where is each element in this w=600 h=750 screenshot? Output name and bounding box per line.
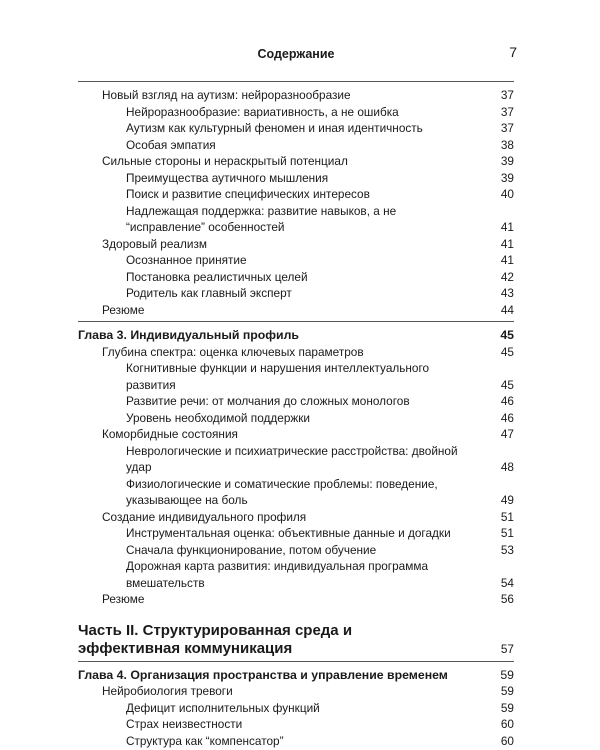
toc-entry-title: Дефицит исполнительных функций: [126, 700, 320, 715]
toc-entry-title: Аутизм как культурный феномен и иная идентичность: [126, 121, 423, 135]
toc-entry-title: Неврологические и психиатрические расстройства: двойной удар: [126, 443, 458, 474]
toc-subsection: [126, 476, 514, 509]
toc-subsection: [126, 137, 514, 154]
toc-entry-title: Здоровый реализм: [102, 236, 207, 251]
toc-subsection: [126, 203, 514, 236]
toc-subsection: [126, 558, 514, 591]
toc-entry-page: 56: [500, 592, 514, 606]
toc-section: [102, 153, 514, 170]
toc-entry-title: Сначала функционирование, потом обучение: [126, 542, 377, 557]
toc-entry-title: Поиск и развитие специфических интересов: [126, 187, 370, 201]
toc-entry-title: Страх неизвестности: [126, 717, 243, 731]
page-title: Содержание: [257, 47, 335, 61]
toc-subsection: [126, 733, 514, 750]
toc-entry-title: Когнитивные функции и нарушения интеллектуального развития: [126, 361, 430, 392]
toc-section: [102, 591, 514, 608]
toc-subsection: [126, 542, 514, 559]
toc-entry-title: Глава 4. Организация пространства и управление временем: [78, 667, 448, 682]
toc-chapter: [78, 327, 514, 344]
toc-section: [102, 302, 514, 319]
toc-entry-page: 48: [500, 460, 514, 474]
toc-entry-title: Глава 3. Индивидуальный профиль: [78, 328, 299, 342]
toc-subsection: [126, 269, 514, 286]
toc-subsection: [126, 252, 514, 269]
page-number: 7: [509, 44, 517, 60]
toc-entry-page: 54: [500, 575, 514, 590]
top-divider: [78, 81, 514, 82]
toc-entry-page: 51: [500, 526, 514, 540]
toc-entry-page: 37: [500, 104, 514, 119]
toc-section: [102, 344, 514, 361]
toc-entry-title: Резюме: [102, 302, 145, 317]
toc-subsection: [126, 186, 514, 203]
toc-entry-title: Осознанное принятие: [126, 253, 247, 267]
toc-entry-page: 45: [500, 344, 514, 359]
toc-entry-title: Глубина спектра: оценка ключевых параметров: [102, 344, 364, 359]
toc-entry-page: 45: [500, 328, 514, 342]
toc-subsection: [126, 120, 514, 137]
toc-entry-title: Особая эмпатия: [126, 137, 216, 152]
toc-entry-title: Постановка реалистичных целей: [126, 269, 308, 284]
toc-entry-page: 57: [500, 641, 514, 656]
toc-entry-page: 39: [500, 170, 514, 185]
toc-section: [102, 236, 514, 253]
toc-entry-title: Новый взгляд на аутизм: нейроразнообразие: [102, 88, 351, 102]
toc-subsection: [126, 170, 514, 187]
toc-subsection: [126, 525, 514, 542]
toc-entry-title: Сильные стороны и нераскрытый потенциал: [102, 154, 348, 168]
toc-entry-page: 47: [500, 427, 514, 441]
toc-entry-page: 37: [500, 121, 514, 135]
toc-entry-page: 41: [500, 253, 514, 267]
toc-entry-page: 39: [500, 154, 514, 168]
toc-entry-title: Инструментальная оценка: объективные данные и догадки: [126, 526, 451, 540]
toc-entry-title: Надлежащая поддержка: развитие навыков, а не “исправление” особенностей: [126, 203, 397, 234]
toc-entry-page: 59: [500, 684, 514, 698]
toc-section: [102, 426, 514, 443]
toc-subsection: [126, 443, 514, 476]
toc-entry-title: Преимущества аутичного мышления: [126, 170, 329, 185]
toc-chapter: [78, 667, 514, 684]
toc-entry-page: 37: [500, 88, 514, 102]
toc-entry-title: Резюме: [102, 592, 145, 606]
table-of-contents: [78, 78, 514, 749]
toc-part: [78, 622, 514, 658]
toc-entry-page: 59: [500, 700, 514, 715]
toc-section: [102, 87, 514, 104]
toc-section: [102, 509, 514, 526]
toc-subsection: [126, 104, 514, 121]
toc-entry-title: Структура как “компенсатор”: [126, 733, 284, 748]
toc-entry-page: 46: [500, 410, 514, 425]
toc-entry-title: Нейробиология тревоги: [102, 684, 233, 698]
toc-entry-page: 45: [500, 377, 514, 392]
toc-entry-page: 41: [500, 236, 514, 251]
toc-entry-page: 60: [500, 733, 514, 748]
toc-entry-page: 49: [500, 493, 514, 507]
toc-entry-title: Физиологические и соматические проблемы: поведение, указывающее на боль: [126, 476, 438, 507]
toc-entry-page: 41: [500, 220, 514, 234]
toc-entry-page: 42: [500, 269, 514, 284]
chapter-divider: [78, 661, 514, 662]
toc-entry-page: 40: [500, 187, 514, 201]
toc-entry-title: Дорожная карта развития: индивидуальная программа вмешательств: [126, 559, 429, 590]
toc-entry-title: Родитель как главный эксперт: [126, 286, 292, 300]
chapter-divider: [78, 321, 514, 322]
toc-entry-title: Нейроразнообразие: вариативность, а не ошибка: [126, 104, 399, 119]
toc-entry-page: 43: [500, 286, 514, 300]
toc-subsection: [126, 285, 514, 302]
toc-subsection: [126, 360, 514, 393]
toc-entry-page: 46: [500, 394, 514, 408]
toc-entry-page: 53: [500, 542, 514, 557]
toc-entry-page: 44: [500, 302, 514, 317]
toc-entry-page: 51: [500, 509, 514, 524]
toc-entry-page: 60: [500, 717, 514, 731]
toc-subsection: [126, 716, 514, 733]
toc-entry-page: 38: [500, 137, 514, 152]
toc-subsection: [126, 410, 514, 427]
toc-section: [102, 683, 514, 700]
toc-subsection: [126, 393, 514, 410]
toc-entry-title: Коморбидные состояния: [102, 427, 238, 441]
toc-subsection: [126, 700, 514, 717]
toc-entry-title: Часть II. Структурированная среда и эффективная коммуникация: [78, 621, 353, 657]
toc-entry-title: Развитие речи: от молчания до сложных монологов: [126, 394, 410, 408]
toc-entry-title: Создание индивидуального профиля: [102, 509, 307, 524]
toc-entry-page: 59: [500, 667, 514, 682]
toc-entry-title: Уровень необходимой поддержки: [126, 410, 311, 425]
page-header: [78, 44, 517, 64]
